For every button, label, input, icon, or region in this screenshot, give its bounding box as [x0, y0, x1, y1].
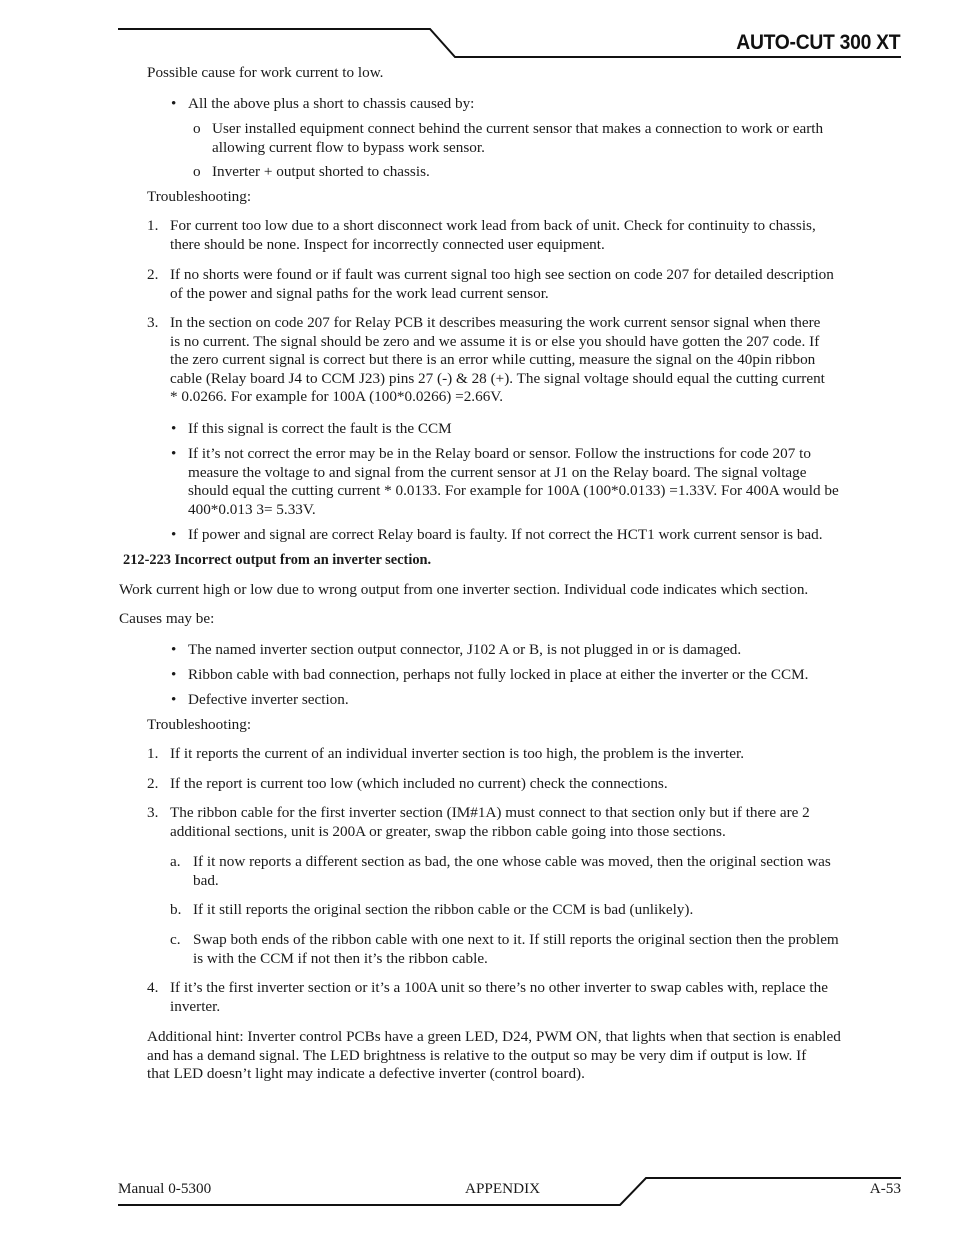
line: Swap both ends of the ribbon cable with one next to it. If still reports the original section then the problem	[193, 931, 839, 948]
step-number: 2.	[147, 775, 159, 792]
step-number: 1.	[147, 217, 159, 234]
section-intro: Work current high or low due to wrong output from one inverter section. Individual code indicates which section.	[119, 581, 809, 598]
causes-sub-item	[212, 163, 430, 182]
line: cable (Relay board J4 to CCM J23) pins 27 (-) & 28 (+). The signal voltage should equal the cutting current	[170, 369, 825, 387]
cause-item: Defective inverter section.	[188, 691, 349, 708]
step-text	[170, 979, 902, 1016]
step-number: 3.	[147, 804, 159, 821]
bullet-marker: •	[171, 666, 177, 683]
substep-letter: a.	[170, 853, 181, 870]
additional-hint	[147, 1028, 902, 1084]
line: If this signal is correct the fault is the CCM	[188, 420, 452, 437]
sub-marker: o	[193, 120, 201, 137]
manual-number: Manual 0-5300	[118, 1180, 212, 1197]
step-number: 1.	[147, 745, 159, 762]
line: If it’s not correct the error may be in the Relay board or sensor. Follow the instructions for code 207 to	[188, 445, 811, 462]
page-number: A-53	[869, 1180, 901, 1197]
causes-sub-item	[212, 120, 902, 157]
line: If it still reports the original section the ribbon cable or the CCM is bad (unlikely).	[193, 901, 694, 918]
step3-bullet	[188, 420, 452, 439]
line: 400*0.013 3= 5.33V.	[188, 500, 316, 518]
step-text	[170, 314, 902, 407]
line: additional sections, unit is 200A or greater, swap the ribbon cable going into those sections.	[170, 822, 726, 840]
step-text	[170, 745, 744, 764]
cause-item: The named inverter section output connector, J102 A or B, is not plugged in or is damaged.	[188, 641, 742, 658]
footer-section: APPENDIX	[465, 1180, 541, 1197]
intro-text: Possible cause for work current to low.	[147, 64, 384, 81]
line: For current too low due to a short disconnect work lead from back of unit. Check for continuity to chassis,	[170, 217, 816, 234]
step-text	[170, 804, 902, 841]
line: the zero current signal is correct but there is an error while cutting, measure the signal on the 40pin ribbon	[170, 351, 816, 369]
line: allowing current flow to bypass work sensor.	[212, 138, 485, 156]
line: measure the voltage to and signal from the current sensor at J1 on the Relay board. The signal voltage	[188, 463, 807, 481]
bullet-marker: •	[171, 526, 177, 543]
substep-text	[193, 931, 902, 968]
step3-bullet	[188, 526, 902, 545]
troubleshooting-label: Troubleshooting:	[147, 716, 252, 733]
line: is no current. The signal should be zero and we assume it is or else you should have gotten the 207 code. If	[170, 332, 820, 350]
line: If the report is current too low (which included no current) check the connections.	[170, 775, 668, 792]
line: If it’s the first inverter section or it’s a 100A unit so there’s no other inverter to swap cables with, replace the	[170, 979, 828, 996]
line: In the section on code 207 for Relay PCB it describes measuring the work current sensor signal when there	[170, 314, 821, 331]
bullet-marker: •	[171, 445, 177, 462]
step-number: 3.	[147, 314, 159, 331]
step-text	[170, 266, 902, 303]
line: The ribbon cable for the first inverter section (IM#1A) must connect to that section only but if there are 2	[170, 804, 810, 821]
bullet-marker: •	[171, 420, 177, 437]
bullet-marker: •	[171, 95, 177, 112]
section-heading: 212-223 Incorrect output from an inverter section.	[123, 552, 432, 568]
causes-bullet: All the above plus a short to chassis caused by:	[188, 95, 475, 112]
document-title: AUTO-CUT 300 XT	[735, 31, 900, 54]
step-number: 4.	[147, 979, 159, 996]
substep-letter: b.	[170, 901, 182, 918]
line: If it reports the current of an individual inverter section is too high, the problem is the inverter.	[170, 745, 745, 762]
line: bad.	[193, 871, 219, 889]
line: that LED doesn’t light may indicate a defective inverter (control board).	[147, 1065, 585, 1083]
line: there should be none. Inspect for incorrectly connected user equipment.	[170, 235, 605, 253]
line: is with the CCM if not then it’s the ribbon cable.	[193, 949, 488, 967]
line: inverter.	[170, 997, 221, 1015]
line: If power and signal are correct Relay board is faulty. If not correct the HCT1 work current sensor is bad.	[188, 526, 823, 543]
line: If no shorts were found or if fault was current signal too high see section on code 207 for detailed description	[170, 266, 834, 283]
step-text	[170, 775, 668, 794]
line: Inverter + output shorted to chassis.	[212, 163, 430, 180]
step-text	[170, 217, 902, 254]
step3-bullet	[188, 445, 902, 519]
line: should equal the cutting current * 0.0133. For example for 100A (100*0.0133) =1.33V. For 400A would be	[188, 482, 839, 500]
line: and has a demand signal. The LED brightness is relative to the output so may be very dim if output is low. If	[147, 1046, 807, 1064]
line: Additional hint: Inverter control PCBs have a green LED, D24, PWM ON, that lights when that section is enabled	[147, 1028, 841, 1045]
bullet-marker: •	[171, 691, 177, 708]
step-number: 2.	[147, 266, 159, 283]
line: User installed equipment connect behind the current sensor that makes a connection to work or earth	[212, 120, 824, 137]
bullet-marker: •	[171, 641, 177, 658]
substep-text	[193, 901, 693, 920]
troubleshooting-label: Troubleshooting:	[147, 188, 252, 205]
substep-letter: c.	[170, 931, 181, 948]
cause-item: Ribbon cable with bad connection, perhaps not fully locked in place at either the inverter or the CCM.	[188, 666, 809, 683]
line: of the power and signal paths for the work lead current sensor.	[170, 284, 549, 302]
substep-text	[193, 853, 902, 890]
sub-marker: o	[193, 163, 201, 180]
causes-label: Causes may be:	[119, 610, 215, 627]
line: If it now reports a different section as bad, the one whose cable was moved, then the original section was	[193, 853, 831, 870]
line: * 0.0266. For example for 100A (100*0.0266) =2.66V.	[170, 388, 504, 406]
